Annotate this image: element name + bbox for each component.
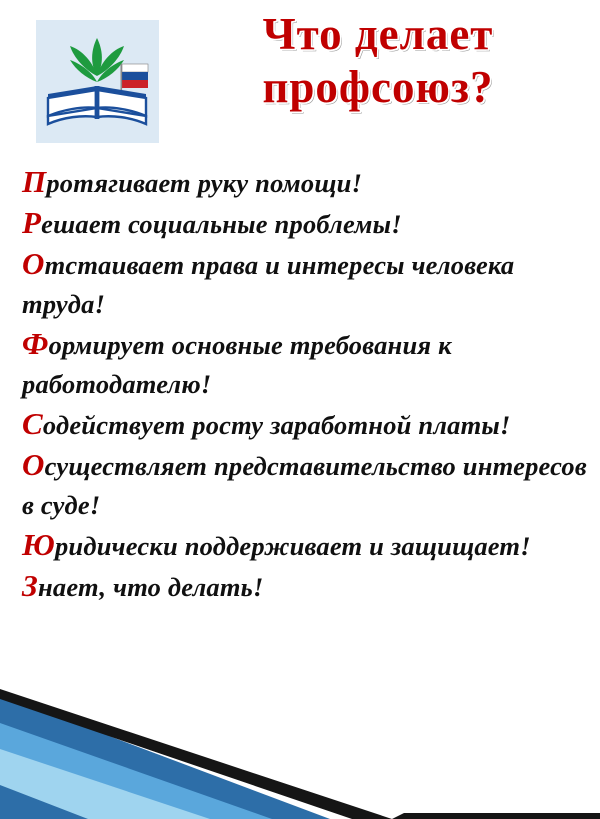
- list-item: [22, 525, 588, 566]
- list-item: [22, 445, 588, 525]
- list-item-text: тстаивает права и интересы человека труда!: [22, 250, 515, 319]
- list-item: [22, 324, 588, 404]
- list-item: [22, 244, 588, 324]
- list-item-initial: О: [22, 447, 45, 482]
- list-item-initial: С: [22, 406, 43, 441]
- list-item: [22, 162, 588, 203]
- list-item-text: ротягивает руку помощи!: [46, 168, 363, 198]
- poster-title-line-1: Что делает: [262, 9, 494, 59]
- list-item-initial: З: [22, 568, 38, 603]
- list-item-text: ридически поддерживает и защищает!: [54, 531, 531, 561]
- list-item-text: одействует росту заработной платы!: [42, 410, 511, 440]
- list-item: [22, 404, 588, 445]
- list-item: [22, 566, 588, 607]
- list-item-text: существляет представительство интересов в суде!: [22, 451, 587, 520]
- trade-union-emblem: [36, 20, 159, 143]
- corner-ribbons: [0, 689, 600, 819]
- list-item-text: ешает социальные проблемы!: [41, 209, 402, 239]
- poster-header: [0, 0, 600, 152]
- poster-title-line-2: профсоюз?: [262, 62, 494, 113]
- list-item-initial: Ю: [22, 527, 55, 562]
- list-item-initial: П: [22, 164, 47, 199]
- list-item-text: ормирует основные требования к работодателю!: [22, 330, 452, 399]
- poster-list: [22, 162, 588, 607]
- list-item-initial: Р: [22, 205, 42, 240]
- list-item: [22, 203, 588, 244]
- poster-title: [168, 8, 588, 114]
- list-item-text: нает, что делать!: [37, 572, 264, 602]
- list-item-initial: О: [22, 246, 45, 281]
- list-item-initial: Ф: [22, 326, 49, 361]
